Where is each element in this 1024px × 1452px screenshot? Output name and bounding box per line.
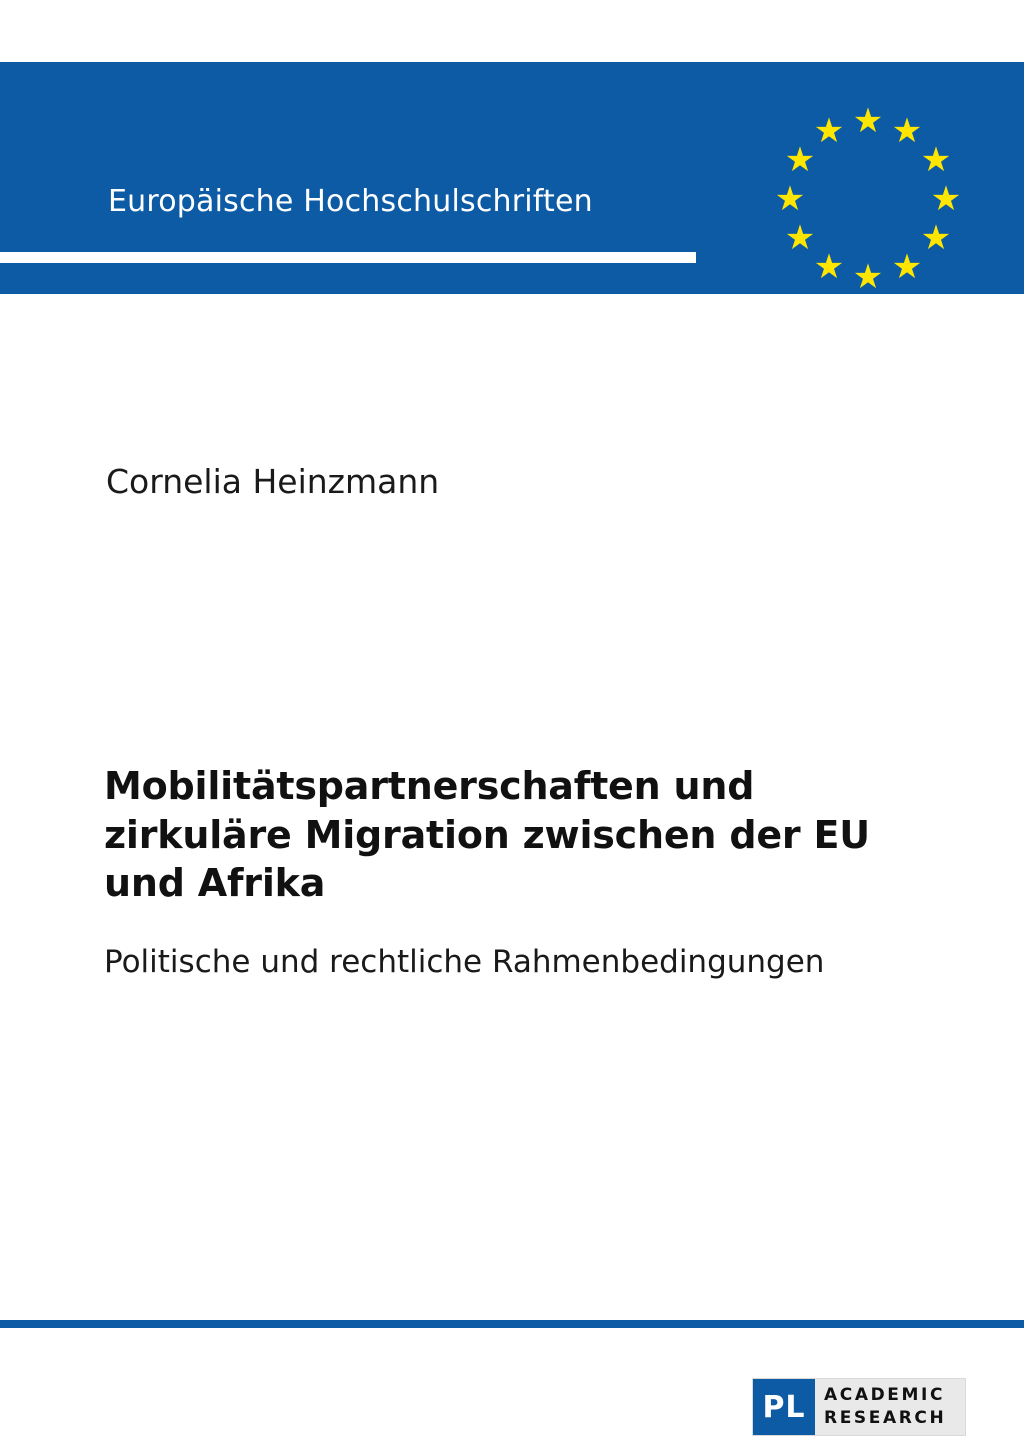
publisher-line-2: RESEARCH bbox=[824, 1408, 947, 1428]
banner-divider bbox=[0, 252, 696, 263]
publisher-logo bbox=[752, 1378, 966, 1436]
eu-star: ★ bbox=[784, 140, 816, 180]
eu-star: ★ bbox=[852, 101, 884, 141]
bottom-divider bbox=[0, 1320, 1024, 1328]
eu-star: ★ bbox=[774, 179, 806, 219]
series-subject: Rechtswissenschaft bbox=[108, 304, 406, 339]
eu-star: ★ bbox=[784, 218, 816, 258]
eu-star: ★ bbox=[852, 257, 884, 297]
series-name: Europäische Hochschulschriften bbox=[108, 184, 593, 219]
publisher-line-1: ACADEMIC bbox=[824, 1385, 946, 1406]
eu-star: ★ bbox=[813, 111, 845, 151]
book-subtitle: Politische und rechtliche Rahmenbedingungen bbox=[104, 943, 825, 980]
publisher-wordmark bbox=[815, 1379, 965, 1435]
book-title: Mobilitätspartnerschaften und zirkuläre Migration zwischen der EU und Afrika bbox=[104, 764, 870, 906]
eu-star: ★ bbox=[920, 218, 952, 258]
author-name: Cornelia Heinzmann bbox=[106, 462, 440, 501]
title-block bbox=[104, 762, 944, 982]
eu-star: ★ bbox=[920, 140, 952, 180]
eu-star: ★ bbox=[813, 247, 845, 287]
publisher-mark: PL bbox=[753, 1379, 815, 1435]
eu-star: ★ bbox=[930, 179, 962, 219]
eu-star: ★ bbox=[891, 111, 923, 151]
eu-star: ★ bbox=[891, 247, 923, 287]
eu-stars-circle-icon bbox=[768, 101, 968, 297]
